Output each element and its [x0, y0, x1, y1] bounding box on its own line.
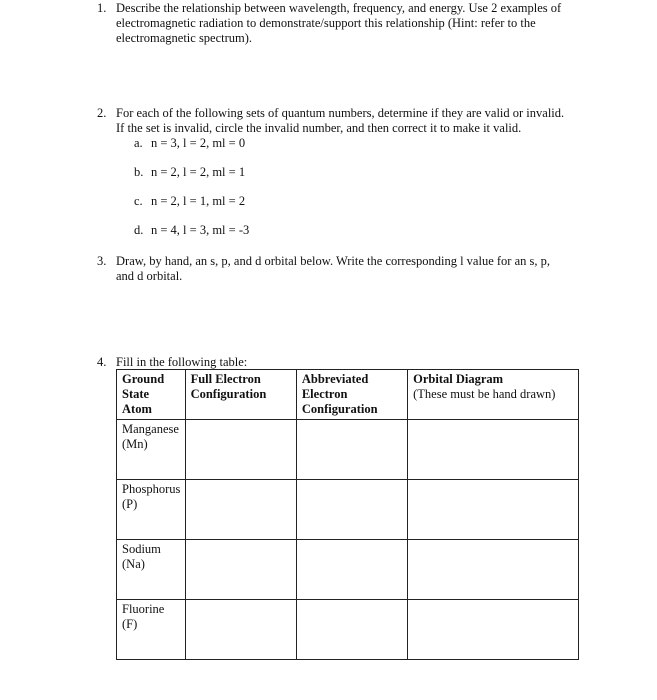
abbreviated-configuration-cell[interactable] [296, 420, 407, 480]
table-row [117, 480, 579, 540]
table-header-row [117, 370, 579, 420]
question-line: Draw, by hand, an s, p, and d orbital below. Write the corresponding l value for an s, p, [116, 254, 550, 268]
item-text: n = 2, l = 2, ml = 1 [151, 165, 246, 179]
question-line: Fill in the following table: [116, 355, 248, 369]
question-line: electromagnetic spectrum). [116, 31, 253, 45]
header-abbreviated-configuration: Abbreviated Electron Configuration [296, 370, 407, 420]
table-row [117, 600, 579, 660]
abbreviated-configuration-cell[interactable] [296, 480, 407, 540]
item-text: n = 3, l = 2, ml = 0 [151, 136, 246, 150]
question-text [116, 1, 561, 46]
full-configuration-cell[interactable] [185, 420, 296, 480]
element-cell: Fluorine (F) [117, 600, 186, 660]
question-number: 4. [97, 355, 107, 369]
item-letter: d. [134, 223, 144, 237]
question-line: For each of the following sets of quantum numbers, determine if they are valid or invalid. [116, 106, 565, 120]
abbreviated-configuration-cell[interactable] [296, 600, 407, 660]
item-text: n = 2, l = 1, ml = 2 [151, 194, 246, 208]
electron-configuration-table [116, 369, 579, 660]
element-cell: Phosphorus (P) [117, 480, 186, 540]
item-letter: c. [134, 194, 143, 208]
orbital-diagram-cell[interactable] [408, 600, 579, 660]
header-ground-state-atom: Ground State Atom [117, 370, 186, 420]
header-full-electron-configuration: Full Electron Configuration [185, 370, 296, 420]
table-row [117, 420, 579, 480]
question-line: Describe the relationship between wavelength, frequency, and energy. Use 2 examples of [116, 1, 562, 15]
orbital-diagram-cell[interactable] [408, 420, 579, 480]
orbital-diagram-cell[interactable] [408, 480, 579, 540]
item-text: n = 4, l = 3, ml = -3 [151, 223, 250, 237]
item-letter: b. [134, 165, 144, 179]
table-row [117, 540, 579, 600]
question-number: 1. [97, 1, 107, 15]
header-orbital-diagram: Orbital Diagram (These must be hand drawn) [408, 370, 579, 420]
question-line: If the set is invalid, circle the invalid number, and then correct it to make it valid. [116, 121, 522, 135]
element-cell: Sodium (Na) [117, 540, 186, 600]
question-text [116, 254, 550, 284]
header-note: (These must be hand drawn) [413, 387, 556, 401]
abbreviated-configuration-cell[interactable] [296, 540, 407, 600]
full-configuration-cell[interactable] [185, 600, 296, 660]
question-number: 3. [97, 254, 107, 268]
question-line: and d orbital. [116, 269, 183, 283]
full-configuration-cell[interactable] [185, 540, 296, 600]
question-number: 2. [97, 106, 107, 120]
item-letter: a. [134, 136, 143, 150]
element-cell: Manganese (Mn) [117, 420, 186, 480]
question-text [116, 355, 247, 370]
full-configuration-cell[interactable] [185, 480, 296, 540]
question-text [116, 106, 564, 136]
question-line: electromagnetic radiation to demonstrate/support this relationship (Hint: refer to the [116, 16, 536, 30]
orbital-diagram-cell[interactable] [408, 540, 579, 600]
